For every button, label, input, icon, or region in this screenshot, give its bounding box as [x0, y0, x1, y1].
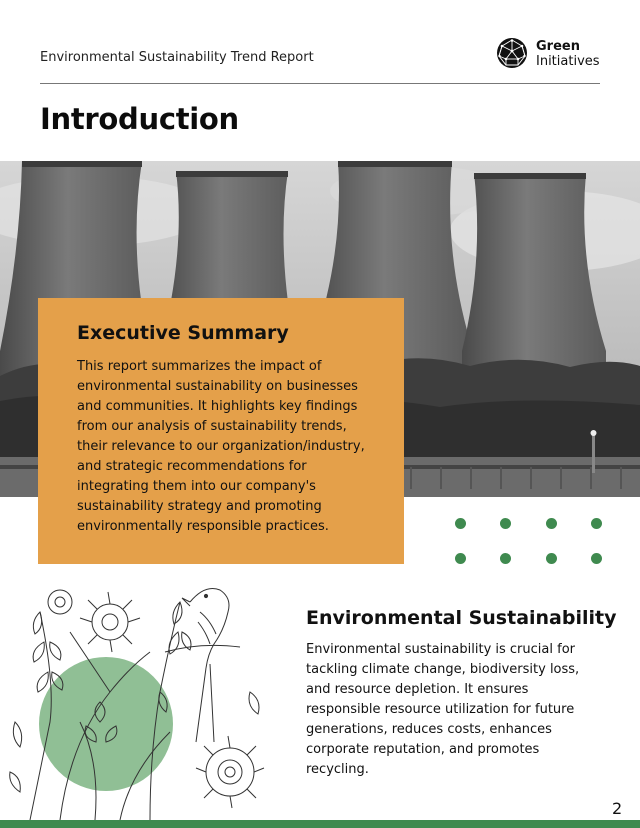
- decorative-dot: [500, 553, 511, 564]
- logo-line-1: Green: [536, 39, 580, 54]
- decorative-dot-grid: [453, 516, 603, 566]
- globe-network-icon: [496, 37, 528, 69]
- environmental-sustainability-body: Environmental sustainability is crucial for tackling climate change, biodiversity loss, and resource depletion. It ensures responsible resource utilization for future generations, reduces costs, enhances corporate reputation, and promotes recycling.: [306, 642, 580, 777]
- logo-text: [536, 39, 600, 69]
- executive-summary-card: [38, 298, 404, 564]
- decorative-dot: [546, 553, 557, 564]
- executive-summary-body: This report summarizes the impact of environmental sustainability on businesses and communities. It highlights key findings from our analysis of sustainability trends, their relevance to our organization/industry, and strategic recommendations for integrating them into our company's sustainability strategy and promoting environmentally responsible practices.: [77, 359, 365, 534]
- page-title: Introduction: [40, 102, 239, 136]
- decorative-dot: [500, 518, 511, 529]
- page-number: 2: [612, 799, 623, 818]
- environmental-sustainability-title: Environmental Sustainability: [306, 607, 617, 629]
- header-divider: [40, 83, 600, 84]
- decorative-dot: [455, 518, 466, 529]
- executive-summary-title: Executive Summary: [77, 322, 289, 344]
- footer-bar: [0, 820, 640, 828]
- decorative-dot: [546, 518, 557, 529]
- decorative-dot: [455, 553, 466, 564]
- decorative-dot: [591, 553, 602, 564]
- logo-line-2: Initiatives: [536, 54, 600, 69]
- report-title: Environmental Sustainability Trend Report: [40, 50, 314, 65]
- brand-logo: [496, 37, 606, 71]
- flower-bird-icon: [0, 572, 290, 820]
- botanical-bird-illustration: [0, 572, 290, 820]
- decorative-dot: [591, 518, 602, 529]
